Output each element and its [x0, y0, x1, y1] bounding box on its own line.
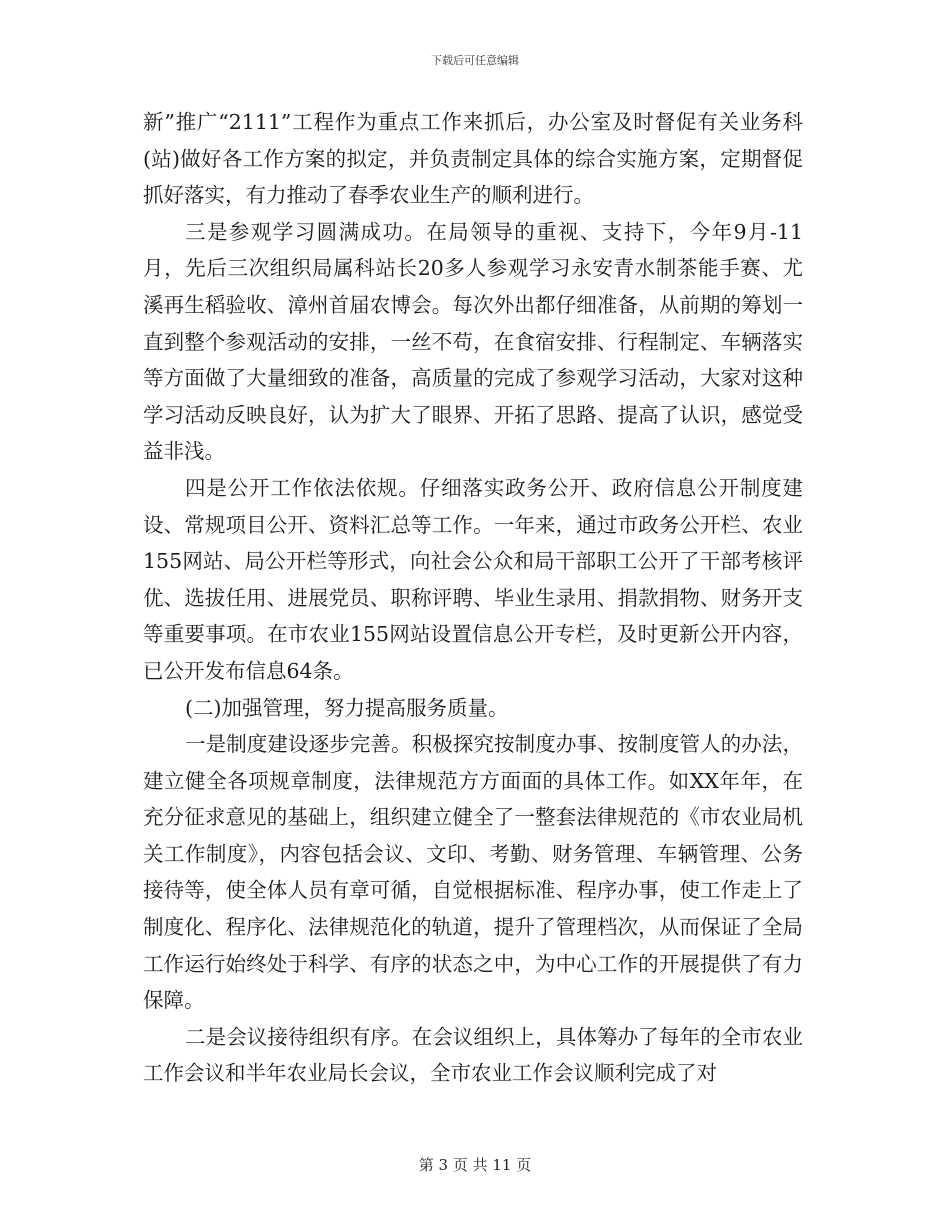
page-number: 第 3 页 共 11 页	[418, 1156, 532, 1174]
paragraph-4: 一是制度建设逐步完善。积极探究按制度办事、按制度管人的办法，建立健全各项规章制度，法律规范方方面面的具体工作。如XX年年，在充分征求意见的基础上，组织建立健全了一整套法律规范的《市农业局机关工作制度》，内容包括会议、文印、考勤、财务管理、车辆管理、公务接待等，使全体人员有章可循，自觉根据标准、程序办事，使工作走上了制度化、程序化、法律规范化的轨道，提升了管理档次，从而保证了全局工作运行始终处于科学、有序的状态之中，为中心工作的开展提供了有力保障。	[143, 732, 803, 1013]
document-body	[143, 104, 803, 1092]
paragraph-2: 三是参观学习圆满成功。在局领导的重视、支持下，今年9月-11月，先后三次组织局属科站长20多人参观学习永安青水制茶能手赛、尤溪再生稻验收、漳州首届农博会。每次外出都仔细准备，从前期的筹划一直到整个参观活动的安排，一丝不苟，在食宿安排、行程制定、车辆落实等方面做了大量细致的准备，高质量的完成了参观学习活动，大家对这种学习活动反映良好，认为扩大了眼界、开拓了思路、提高了认识，感觉受益非浅。	[143, 219, 803, 464]
paragraph-5: 二是会议接待组织有序。在会议组织上，具体筹办了每年的全市农业工作会议和半年农业局长会议，全市农业工作会议顺利完成了对	[143, 1024, 803, 1086]
page-header: 下载后可任意编辑	[431, 54, 519, 67]
paragraph-1: 新”推广“2111”工程作为重点工作来抓后，办公室及时督促有关业务科(站)做好各工作方案的拟定，并负责制定具体的综合实施方案，定期督促抓好落实，有力推动了春季农业生产的顺利进行。	[143, 110, 803, 208]
section-heading: (二)加强管理，努力提高服务质量。	[185, 695, 509, 720]
paragraph-3: 四是公开工作依法依规。仔细落实政务公开、政府信息公开制度建设、常规项目公开、资料汇总等工作。一年来，通过市政务公开栏、农业155网站、局公开栏等形式，向社会公众和局干部职工公开了干部考核评优、选拔任用、进展党员、职称评聘、毕业生录用、捐款捐物、财务开支等重要事项。在市农业155网站设置信息公开专栏，及时更新公开内容，已公开发布信息64条。	[143, 475, 803, 683]
